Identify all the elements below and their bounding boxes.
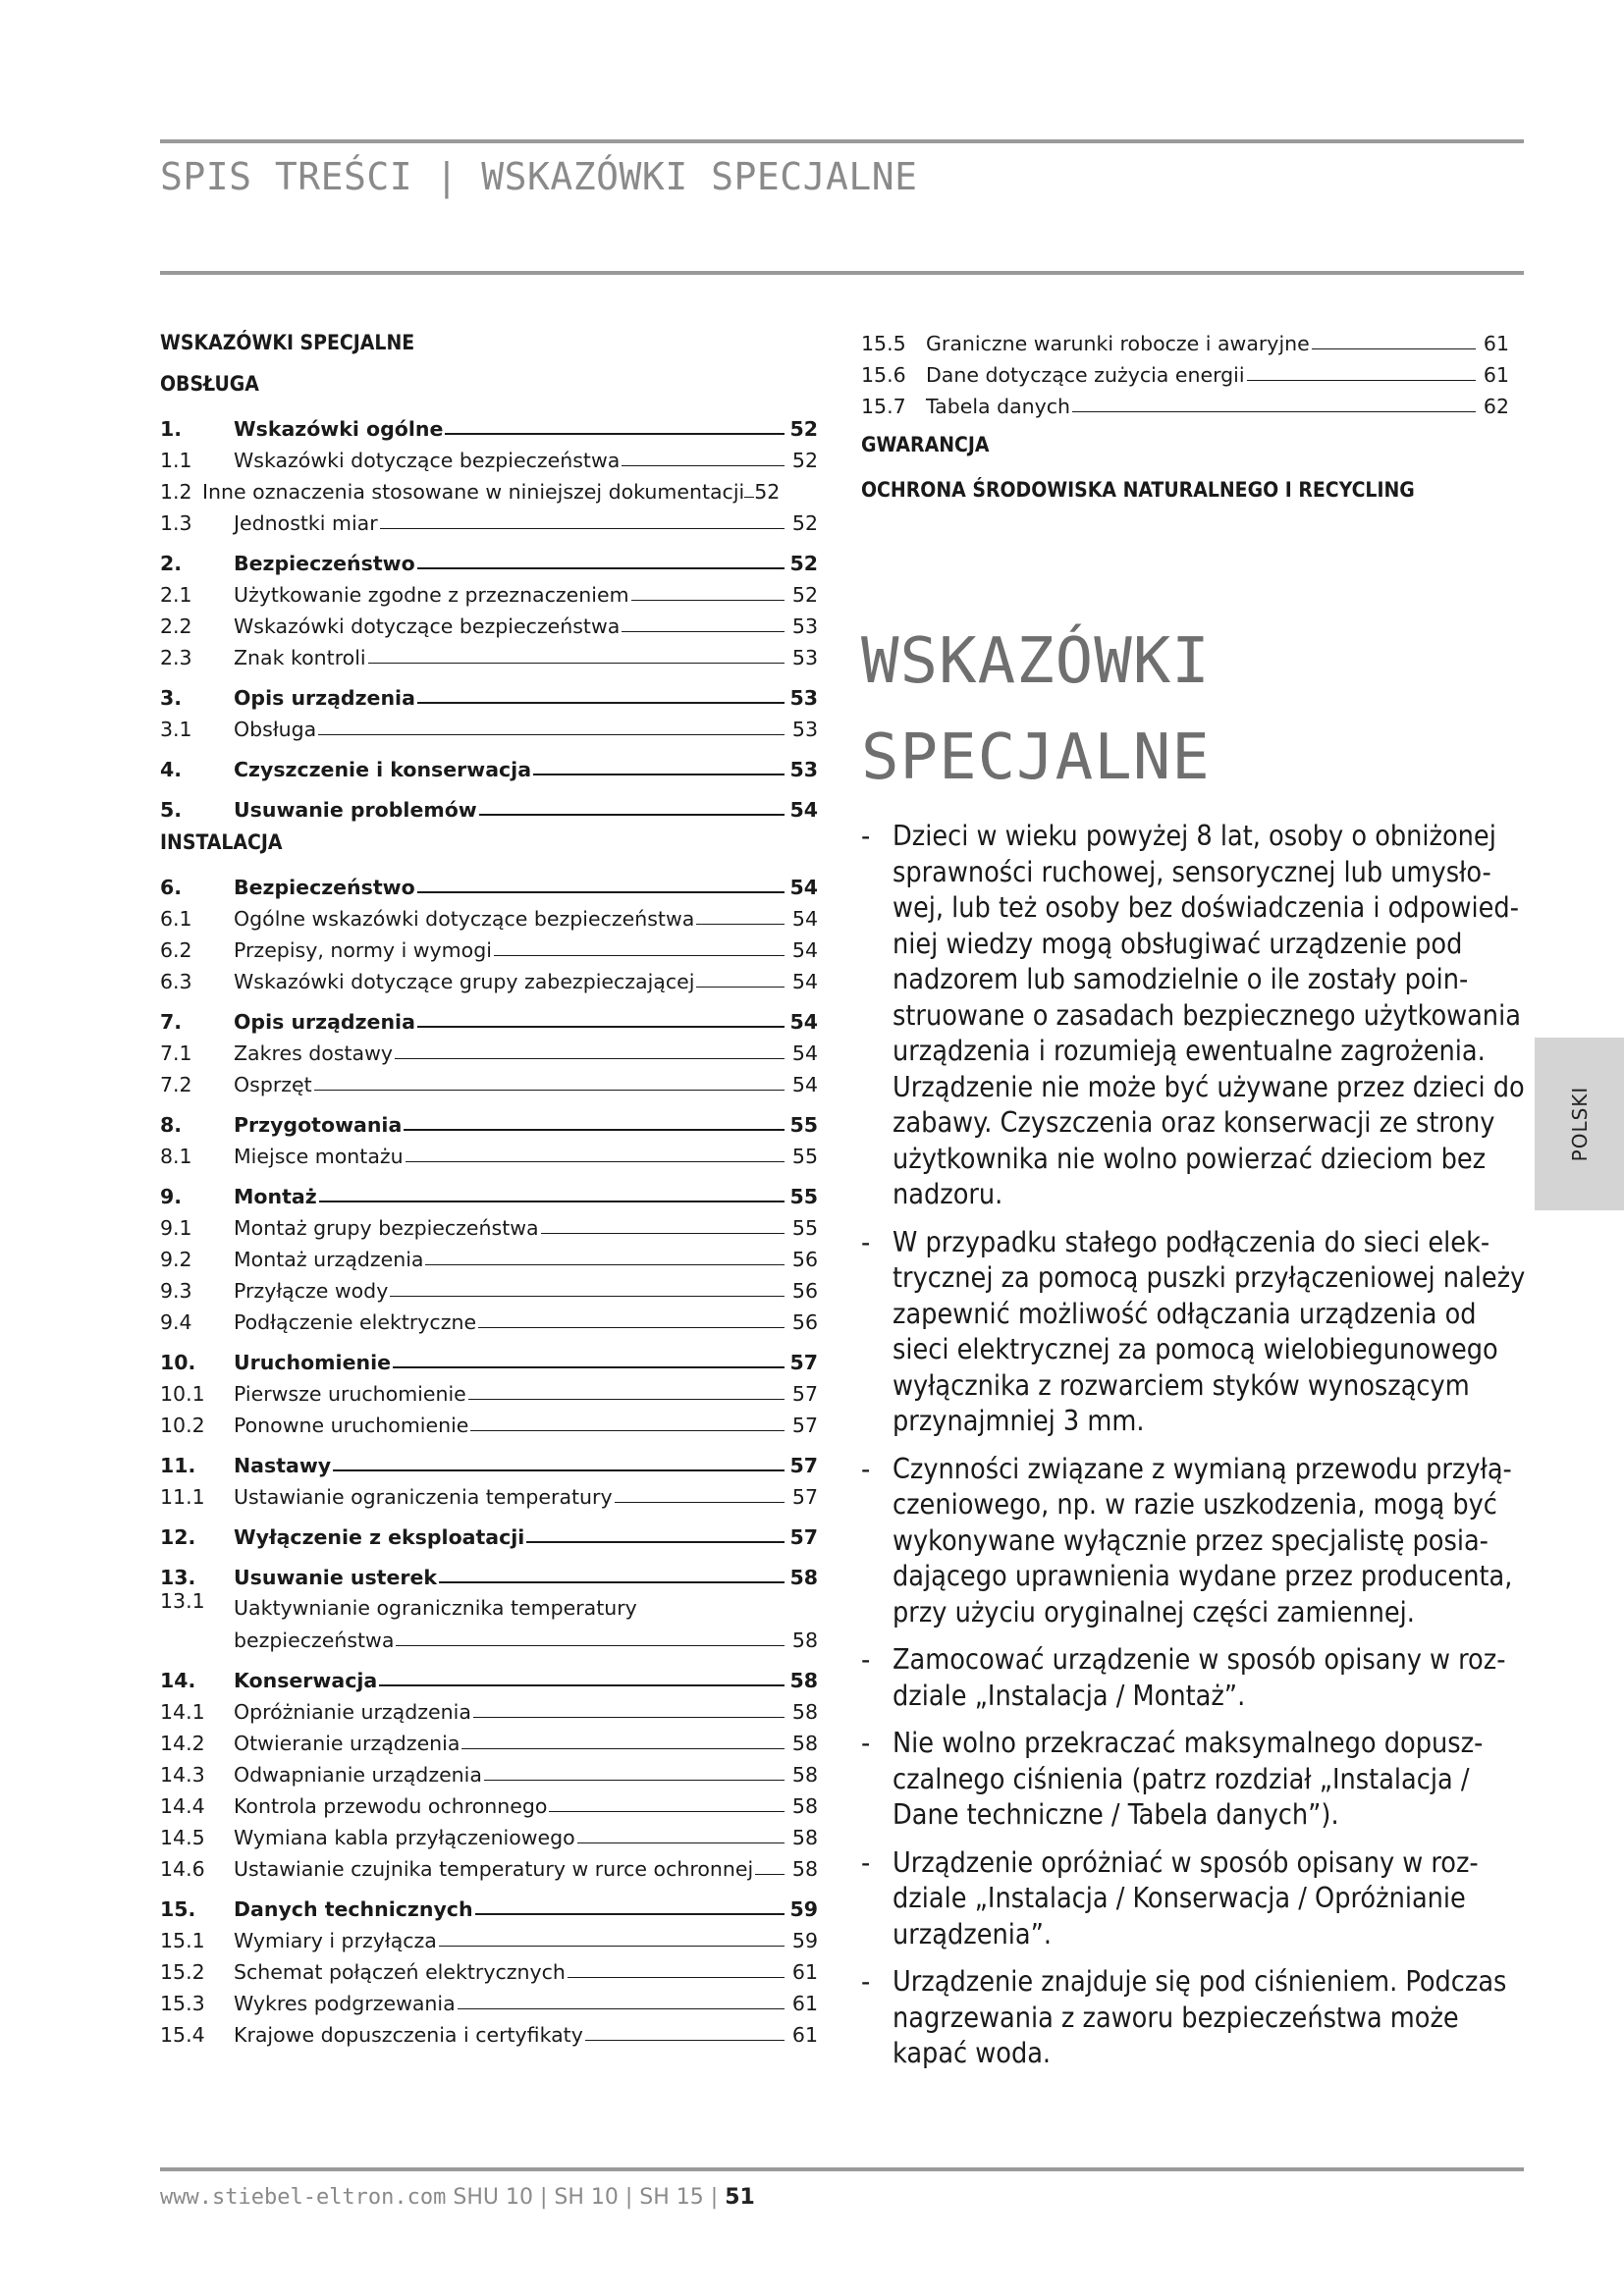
toc-entry-number: 15.3 bbox=[160, 1992, 205, 2015]
toc-entry-page: 57 bbox=[791, 1414, 818, 1437]
toc-entry-number: 6. bbox=[160, 876, 183, 899]
toc-entry-number: 6.3 bbox=[160, 970, 192, 993]
toc-entry[interactable] bbox=[160, 1101, 818, 1137]
toc-entry[interactable] bbox=[160, 607, 818, 638]
toc-entry-page: 53 bbox=[791, 614, 818, 638]
toc-entry-title: Czyszczenie i konserwacja bbox=[234, 758, 532, 781]
special-heading-line1: WSKAZÓWKI bbox=[861, 625, 1211, 698]
toc-entry-title: Przepisy, normy i wymogi bbox=[234, 938, 492, 962]
toc-entry[interactable] bbox=[160, 1818, 818, 1849]
toc-leader-line bbox=[395, 1058, 785, 1059]
toc-entry-number: 15.4 bbox=[160, 2023, 205, 2047]
toc-entry-number: 15.2 bbox=[160, 1960, 205, 1984]
toc-entry[interactable] bbox=[160, 1589, 818, 1652]
page-footer bbox=[160, 2185, 755, 2210]
toc-entry[interactable] bbox=[160, 1849, 818, 1881]
toc-entry-page: 61 bbox=[791, 1960, 818, 1984]
toc-entry-page: 57 bbox=[789, 1454, 818, 1477]
toc-entry-page: 52 bbox=[789, 417, 818, 441]
toc-entry-title: Osprzęt bbox=[234, 1073, 312, 1096]
toc-entry-page: 58 bbox=[791, 1629, 818, 1652]
toc-entry-title: Usuwanie problemów bbox=[234, 798, 477, 822]
bullet-dash-icon: - bbox=[861, 1225, 871, 1258]
toc-leader-line bbox=[541, 1233, 785, 1234]
toc-entry-title: Podłączenie elektryczne bbox=[234, 1310, 477, 1334]
toc-entry[interactable] bbox=[160, 1921, 818, 1952]
toc-entry-number: 3. bbox=[160, 686, 183, 710]
toc-entry[interactable] bbox=[160, 1374, 818, 1406]
toc-leader-line bbox=[406, 1161, 785, 1162]
toc-entry[interactable] bbox=[160, 1984, 818, 2015]
toc-entry[interactable] bbox=[160, 1692, 818, 1724]
toc-entry[interactable] bbox=[160, 1339, 818, 1374]
bullet-dash-icon: - bbox=[861, 820, 871, 852]
toc-instalacja-list bbox=[160, 864, 818, 2047]
toc-leader-line bbox=[404, 1129, 785, 1131]
toc-leader-line bbox=[319, 1201, 785, 1202]
special-note-item bbox=[861, 1642, 1529, 1714]
special-note-item bbox=[861, 1845, 1529, 1953]
special-note-text: Zamocować urządzenie w sposób opisany w roz-dziale „Instalacja / Montaż”. bbox=[893, 1643, 1506, 1712]
toc-entry-page: 53 bbox=[791, 718, 818, 741]
toc-entry-page: 57 bbox=[789, 1525, 818, 1549]
toc-entry-title: Uruchomienie bbox=[234, 1351, 391, 1374]
toc-entry[interactable] bbox=[160, 1886, 818, 1921]
toc-entry-number: 12. bbox=[160, 1525, 196, 1549]
toc-entry-title: Uaktywnianie ogranicznika temperatury bbox=[234, 1596, 637, 1620]
toc-entry[interactable] bbox=[160, 1137, 818, 1168]
toc-entry-number: 14.1 bbox=[160, 1700, 205, 1724]
toc-leader-line bbox=[439, 1946, 785, 1947]
toc-leader-line bbox=[468, 1399, 785, 1400]
toc-leader-line bbox=[461, 1748, 785, 1749]
toc-entry-number: 11. bbox=[160, 1454, 196, 1477]
special-note-item bbox=[861, 1726, 1529, 1834]
toc-leader-line bbox=[1072, 411, 1476, 412]
toc-ochrona-heading[interactable]: OCHRONA ŚRODOWISKA NATURALNEGO I RECYCLING bbox=[861, 478, 1415, 502]
toc-entry-page: 56 bbox=[791, 1248, 818, 1271]
toc-leader-line bbox=[425, 1264, 785, 1265]
toc-entry-title: Jednostki miar bbox=[234, 511, 378, 535]
toc-entry[interactable] bbox=[160, 674, 818, 710]
toc-entry-title: Miejsce montażu bbox=[234, 1145, 404, 1168]
bullet-dash-icon: - bbox=[861, 1727, 871, 1759]
toc-entry-number: 7.1 bbox=[160, 1041, 192, 1065]
toc-entry[interactable] bbox=[861, 387, 1509, 418]
toc-entry-page: 62 bbox=[1483, 395, 1509, 418]
toc-entry[interactable] bbox=[160, 575, 818, 607]
toc-entry[interactable] bbox=[160, 931, 818, 962]
toc-entry-title: Otwieranie urządzenia bbox=[234, 1732, 460, 1755]
toc-entry[interactable] bbox=[160, 746, 818, 781]
toc-entry-title: Danych technicznych bbox=[234, 1897, 473, 1921]
toc-entry-title: Dane dotyczące zużycia energii bbox=[926, 363, 1245, 387]
toc-entry-number: 15.1 bbox=[160, 1929, 205, 1952]
toc-leader-line bbox=[744, 497, 754, 498]
toc-leader-line bbox=[470, 1430, 785, 1431]
toc-entry-page: 57 bbox=[791, 1485, 818, 1509]
bullet-dash-icon: - bbox=[861, 1845, 871, 1879]
toc-entry-title: Wymiary i przyłącza bbox=[234, 1929, 437, 1952]
toc-leader-line bbox=[549, 1811, 785, 1812]
toc-leader-line bbox=[379, 1684, 785, 1686]
toc-entry-title: Wykres podgrzewania bbox=[234, 1992, 456, 2015]
toc-instalacja-heading[interactable]: INSTALACJA bbox=[160, 830, 283, 854]
toc-entry-title: Schemat połączeń elektrycznych bbox=[234, 1960, 566, 1984]
toc-entry-title: Pierwsze uruchomienie bbox=[234, 1382, 466, 1406]
toc-entry-number: 1. bbox=[160, 417, 183, 441]
toc-entry[interactable] bbox=[160, 864, 818, 899]
toc-entry-page: 57 bbox=[791, 1382, 818, 1406]
toc-entry-title: Opis urządzenia bbox=[234, 1010, 415, 1034]
toc-leader-line bbox=[396, 1645, 785, 1646]
toc-entry-title: Zakres dostawy bbox=[234, 1041, 393, 1065]
toc-obsluga-list bbox=[160, 405, 818, 822]
toc-entry-number: 15.7 bbox=[861, 395, 906, 418]
toc-leader-line bbox=[439, 1581, 785, 1583]
toc-entry[interactable] bbox=[160, 1514, 818, 1549]
toc-obsluga-heading[interactable]: OBSŁUGA bbox=[160, 372, 259, 396]
special-note-item bbox=[861, 1452, 1529, 1631]
toc-entry-page: 61 bbox=[791, 2023, 818, 2047]
toc-leader-line bbox=[478, 1327, 785, 1328]
special-note-text: Nie wolno przekraczać maksymalnego dopusz-czalnego ciśnienia (patrz rozdział „Instalacja / Dane techniczne / Tabela danych”). bbox=[893, 1727, 1484, 1831]
toc-entry-page: 52 bbox=[791, 583, 818, 607]
toc-entry-title: Znak kontroli bbox=[234, 646, 366, 669]
toc-entry-title: Przyłącze wody bbox=[234, 1279, 389, 1303]
toc-entry[interactable] bbox=[861, 324, 1509, 355]
language-tab-label: POLSKI bbox=[1567, 1086, 1592, 1162]
toc-entry-page: 61 bbox=[1483, 363, 1509, 387]
toc-leader-line bbox=[696, 987, 785, 988]
footer-models: SHU 10 | SH 10 | SH 15 | bbox=[453, 2185, 719, 2210]
toc-entry-page: 54 bbox=[789, 798, 818, 822]
toc-entry[interactable] bbox=[160, 2015, 818, 2047]
toc-entry-number: 1.3 bbox=[160, 511, 192, 535]
toc-entry[interactable] bbox=[160, 1173, 818, 1208]
toc-entry[interactable] bbox=[160, 1240, 818, 1271]
toc-entry[interactable] bbox=[160, 1065, 818, 1096]
toc-right-column bbox=[861, 326, 1509, 512]
special-note-text: Czynności związane z wymianą przewodu przyłą-czeniowego, np. w razie uszkodzenia, mogą być wykonywane wyłącznie przez specjalistę posia-dającego uprawnienia wydane przez producenta, przy użyciu oryginalnej części zamiennej. bbox=[893, 1452, 1513, 1629]
special-note-item bbox=[861, 819, 1529, 1213]
toc-entry-number: 14.3 bbox=[160, 1763, 205, 1787]
toc-entry[interactable] bbox=[160, 1034, 818, 1065]
toc-leader-line bbox=[577, 1842, 785, 1843]
toc-entry-title: Ponowne uruchomienie bbox=[234, 1414, 469, 1437]
toc-entry-title: Ustawianie ograniczenia temperatury bbox=[234, 1485, 613, 1509]
toc-leader-line bbox=[1312, 348, 1476, 349]
header-top-rule bbox=[160, 139, 1524, 143]
toc-entry-title: Wskazówki dotyczące bezpieczeństwa bbox=[234, 614, 621, 638]
toc-leader-line bbox=[380, 528, 785, 529]
header-bottom-rule bbox=[160, 271, 1524, 275]
toc-entry-page: 56 bbox=[791, 1279, 818, 1303]
toc-entry-number: 10.2 bbox=[160, 1414, 205, 1437]
toc-entry-page: 61 bbox=[791, 1992, 818, 2015]
toc-entry-title: Montaż grupy bezpieczeństwa bbox=[234, 1216, 539, 1240]
toc-entry-page: 54 bbox=[791, 1041, 818, 1065]
toc-entry-number: 2.1 bbox=[160, 583, 192, 607]
toc-entry-number: 9. bbox=[160, 1185, 183, 1208]
toc-entry-page: 58 bbox=[789, 1566, 818, 1589]
toc-entry-number: 14.4 bbox=[160, 1794, 205, 1818]
footer-page-number: 51 bbox=[725, 2185, 755, 2210]
toc-entry-title: Obsługa bbox=[234, 718, 317, 741]
toc-entry-number: 14.6 bbox=[160, 1857, 205, 1881]
toc-entry-page: 59 bbox=[789, 1897, 818, 1921]
toc-entry-page: 53 bbox=[789, 758, 818, 781]
toc-entry[interactable] bbox=[160, 1787, 818, 1818]
toc-entry-number: 4. bbox=[160, 758, 183, 781]
toc-entry-title: Przygotowania bbox=[234, 1113, 403, 1137]
toc-leader-line bbox=[314, 1090, 785, 1091]
toc-leader-line bbox=[526, 1541, 785, 1543]
toc-entry-number: 5. bbox=[160, 798, 183, 822]
toc-entry-title: Nastawy bbox=[234, 1454, 332, 1477]
toc-entry-title: Ustawianie czujnika temperatury w rurce ochronnej bbox=[234, 1857, 754, 1881]
toc-entry-page: 54 bbox=[791, 907, 818, 931]
toc-leader-line bbox=[696, 924, 785, 925]
toc-entry[interactable] bbox=[160, 638, 818, 669]
toc-entry-number: 9.2 bbox=[160, 1248, 192, 1271]
toc-entry-page: 54 bbox=[789, 876, 818, 899]
toc-entry-page: 57 bbox=[789, 1351, 818, 1374]
toc-entry[interactable] bbox=[160, 1554, 818, 1589]
toc-entry-number: 6.1 bbox=[160, 907, 192, 931]
toc-entry[interactable] bbox=[160, 1724, 818, 1755]
special-heading-line2: SPECJALNE bbox=[861, 721, 1211, 794]
toc-leader-line bbox=[479, 814, 785, 816]
toc-leader-line bbox=[1247, 380, 1476, 381]
toc-entry-title: Montaż urządzenia bbox=[234, 1248, 424, 1271]
toc-entry-number: 6.2 bbox=[160, 938, 192, 962]
toc-entry-title: Bezpieczeństwo bbox=[234, 552, 415, 575]
bullet-dash-icon: - bbox=[861, 1965, 871, 1998]
toc-entry[interactable] bbox=[160, 899, 818, 931]
special-note-item bbox=[861, 1225, 1529, 1440]
toc-leader-line bbox=[475, 1913, 785, 1915]
toc-entry[interactable] bbox=[160, 1477, 818, 1509]
toc-entry-number: 15.5 bbox=[861, 332, 906, 355]
toc-entry-number: 1.2 bbox=[160, 480, 192, 504]
toc-leader-line bbox=[755, 1874, 785, 1875]
toc-entry-page: 53 bbox=[789, 686, 818, 710]
toc-entry[interactable] bbox=[160, 1755, 818, 1787]
special-note-text: Urządzenie znajduje się pod ciśnieniem. Podczas nagrzewania z zaworu bezpieczeństwa może kapać woda. bbox=[893, 1965, 1507, 2069]
toc-entry-title: Montaż bbox=[234, 1185, 317, 1208]
toc-entry-title: Odwapnianie urządzenia bbox=[234, 1763, 482, 1787]
toc-leader-line bbox=[458, 2008, 785, 2009]
toc-entry-page: 61 bbox=[1483, 332, 1509, 355]
special-notes-heading bbox=[861, 614, 1211, 806]
toc-entry-title: Graniczne warunki robocze i awaryjne bbox=[926, 332, 1310, 355]
toc-leader-line bbox=[417, 891, 785, 893]
toc-entry-number: 11.1 bbox=[160, 1485, 205, 1509]
toc-entry[interactable] bbox=[160, 1442, 818, 1477]
special-note-text: Dzieci w wieku powyżej 8 lat, osoby o obniżonej sprawności ruchowej, sensorycznej lub umysło-wej, lub też osoby bez doświadczenia i odpowied-niej wiedzy mogą obsługiwać urządzenie pod nadzorem lub samodzielnie o ile zostały poin-struowane o zasadach bezpiecznego użytkowania urządzenia i rozumieją ewentualne zagrożenia. Urządzenie nie może być używane przez dzieci do zabawy. Czyszczenia oraz konserwacji ze strony użytkownika nie wolno powierzać dzieciom bez nadzoru. bbox=[893, 820, 1525, 1210]
toc-entry-title: Użytkowanie zgodne z przeznaczeniem bbox=[234, 583, 629, 607]
language-side-tab[interactable] bbox=[1535, 1038, 1624, 1210]
toc-special-heading[interactable]: WSKAZÓWKI SPECJALNE bbox=[160, 331, 415, 354]
toc-entry-page: 53 bbox=[791, 646, 818, 669]
toc-leader-line bbox=[473, 1717, 785, 1718]
toc-entry-number: 10.1 bbox=[160, 1382, 205, 1406]
toc-entry-title: Wyłączenie z eksploatacji bbox=[234, 1525, 525, 1549]
toc-entry-number: 15. bbox=[160, 1897, 196, 1921]
toc-entry-page: 58 bbox=[791, 1826, 818, 1849]
toc-leader-line bbox=[484, 1780, 785, 1781]
toc-entry-number: 9.3 bbox=[160, 1279, 192, 1303]
toc-entry-page: 54 bbox=[791, 970, 818, 993]
special-notes-list bbox=[861, 819, 1529, 2084]
toc-entry-title: Wymiana kabla przyłączeniowego bbox=[234, 1826, 575, 1849]
toc-leader-line bbox=[318, 734, 785, 735]
toc-entry[interactable] bbox=[160, 1952, 818, 1984]
special-note-text: W przypadku stałego podłączenia do sieci elek-trycznej za pomocą puszki przyłączeniowej należy zapewnić możliwość odłączania urządzenia od sieci elektrycznej za pomocą wielobiegunowego wyłącznika z rozwarciem styków wynoszącym przynajmniej 3 mm. bbox=[893, 1225, 1526, 1437]
toc-entry-page: 54 bbox=[791, 938, 818, 962]
toc-leader-line bbox=[615, 1502, 785, 1503]
toc-entry-page: 58 bbox=[789, 1669, 818, 1692]
toc-leader-line bbox=[333, 1469, 785, 1471]
toc-leader-line bbox=[390, 1296, 785, 1297]
toc-entry-page: 56 bbox=[791, 1310, 818, 1334]
toc-entry[interactable] bbox=[160, 540, 818, 575]
toc-entry-page: 55 bbox=[789, 1113, 818, 1137]
toc-entry[interactable] bbox=[160, 1657, 818, 1692]
toc-entry-page: 59 bbox=[791, 1929, 818, 1952]
toc-leader-line bbox=[445, 433, 785, 435]
toc-entry-page: 58 bbox=[791, 1857, 818, 1881]
toc-entry[interactable] bbox=[160, 962, 818, 993]
toc-entry-page: 52 bbox=[789, 552, 818, 575]
toc-entry-number: 2.2 bbox=[160, 614, 192, 638]
page-header-title: SPIS TREŚCI | WSKAZÓWKI SPECJALNE bbox=[160, 155, 918, 198]
toc-entry-page: 58 bbox=[791, 1763, 818, 1787]
toc-entry-title: Konserwacja bbox=[234, 1669, 378, 1692]
toc-entry-title: Wskazówki ogólne bbox=[234, 417, 444, 441]
toc-entry-number: 7.2 bbox=[160, 1073, 192, 1096]
toc-entry[interactable] bbox=[160, 472, 818, 504]
toc-entry-number: 2.3 bbox=[160, 646, 192, 669]
toc-entry-number: 14.5 bbox=[160, 1826, 205, 1849]
toc-entry[interactable] bbox=[160, 1303, 818, 1334]
toc-entry-number: 14. bbox=[160, 1669, 196, 1692]
toc-entry-page: 52 bbox=[791, 449, 818, 472]
bullet-dash-icon: - bbox=[861, 1643, 871, 1676]
toc-entry-number: 14.2 bbox=[160, 1732, 205, 1755]
toc-entry-title: Ogólne wskazówki dotyczące bezpieczeństwa bbox=[234, 907, 695, 931]
toc-leader-line bbox=[494, 955, 785, 956]
toc-leader-line bbox=[417, 702, 785, 704]
toc-entry-title: Kontrola przewodu ochronnego bbox=[234, 1794, 548, 1818]
toc-leader-line bbox=[393, 1366, 785, 1368]
toc-entry-number: 7. bbox=[160, 1010, 183, 1034]
toc-entry[interactable] bbox=[160, 504, 818, 535]
toc-entry[interactable] bbox=[160, 441, 818, 472]
special-note-item bbox=[861, 1964, 1529, 2072]
toc-leader-line bbox=[417, 567, 785, 569]
toc-entry-page: 54 bbox=[789, 1010, 818, 1034]
toc-entry-number: 3.1 bbox=[160, 718, 192, 741]
toc-entry-title: Bezpieczeństwo bbox=[234, 876, 415, 899]
toc-entry-title: Krajowe dopuszczenia i certyfikaty bbox=[234, 2023, 583, 2047]
toc-entry-number: 9.4 bbox=[160, 1310, 192, 1334]
toc-entry-number: 13. bbox=[160, 1566, 196, 1589]
toc-leader-line bbox=[417, 1026, 785, 1028]
bullet-dash-icon: - bbox=[861, 1452, 871, 1485]
toc-entry-page: 52 bbox=[791, 511, 818, 535]
toc-entry-number: 10. bbox=[160, 1351, 196, 1374]
toc-entry-number: 1.1 bbox=[160, 449, 192, 472]
toc-entry-number: 13.1 bbox=[160, 1589, 205, 1613]
toc-entry-page: 58 bbox=[791, 1700, 818, 1724]
toc-entry[interactable] bbox=[861, 355, 1509, 387]
toc-entry-title: Wskazówki dotyczące grupy zabezpieczającej bbox=[234, 970, 695, 993]
toc-entry-page: 55 bbox=[791, 1145, 818, 1168]
footer-url[interactable]: www.stiebel-eltron.com bbox=[160, 2185, 447, 2210]
toc-right-list bbox=[861, 324, 1509, 418]
toc-leader-line bbox=[568, 1977, 785, 1978]
toc-entry-title: Tabela danych bbox=[926, 395, 1071, 418]
toc-leader-line bbox=[631, 600, 785, 601]
toc-entry[interactable] bbox=[160, 998, 818, 1034]
toc-entry-title: Wskazówki dotyczące bezpieczeństwa bbox=[234, 449, 621, 472]
toc-leader-line bbox=[622, 631, 785, 632]
toc-entry-title: Inne oznaczenia stosowane w niniejszej dokumentacji bbox=[202, 480, 745, 504]
toc-leader-line bbox=[585, 2040, 785, 2041]
toc-entry-title-cont: bezpieczeństwa bbox=[234, 1629, 395, 1652]
toc-left-column bbox=[160, 326, 818, 2047]
toc-entry-title: Usuwanie usterek bbox=[234, 1566, 438, 1589]
special-note-text: Urządzenie opróżniać w sposób opisany w roz-dziale „Instalacja / Konserwacja / Opróżnianie urządzenia”. bbox=[893, 1845, 1479, 1950]
toc-entry-title: Opis urządzenia bbox=[234, 686, 415, 710]
toc-entry-number: 8. bbox=[160, 1113, 183, 1137]
toc-entry[interactable] bbox=[160, 1208, 818, 1240]
toc-leader-line bbox=[533, 774, 785, 775]
toc-entry-number: 2. bbox=[160, 552, 183, 575]
toc-leader-line bbox=[368, 663, 785, 664]
toc-entry-page: 55 bbox=[791, 1216, 818, 1240]
toc-entry-page: 58 bbox=[791, 1794, 818, 1818]
toc-entry-page: 54 bbox=[791, 1073, 818, 1096]
toc-leader-line bbox=[622, 465, 785, 466]
toc-entry-title: Opróżnianie urządzenia bbox=[234, 1700, 471, 1724]
toc-entry[interactable] bbox=[160, 405, 818, 441]
toc-entry[interactable] bbox=[160, 710, 818, 741]
toc-entry-number: 8.1 bbox=[160, 1145, 192, 1168]
toc-entry-page: 55 bbox=[789, 1185, 818, 1208]
footer-rule bbox=[160, 2167, 1524, 2171]
toc-entry-page: 52 bbox=[754, 480, 781, 504]
toc-entry-number: 15.6 bbox=[861, 363, 906, 387]
toc-entry-page: 58 bbox=[791, 1732, 818, 1755]
toc-entry[interactable] bbox=[160, 1406, 818, 1437]
toc-entry[interactable] bbox=[160, 786, 818, 822]
toc-gwarancja-heading[interactable]: GWARANCJA bbox=[861, 433, 990, 456]
toc-entry-number: 9.1 bbox=[160, 1216, 192, 1240]
toc-entry[interactable] bbox=[160, 1271, 818, 1303]
